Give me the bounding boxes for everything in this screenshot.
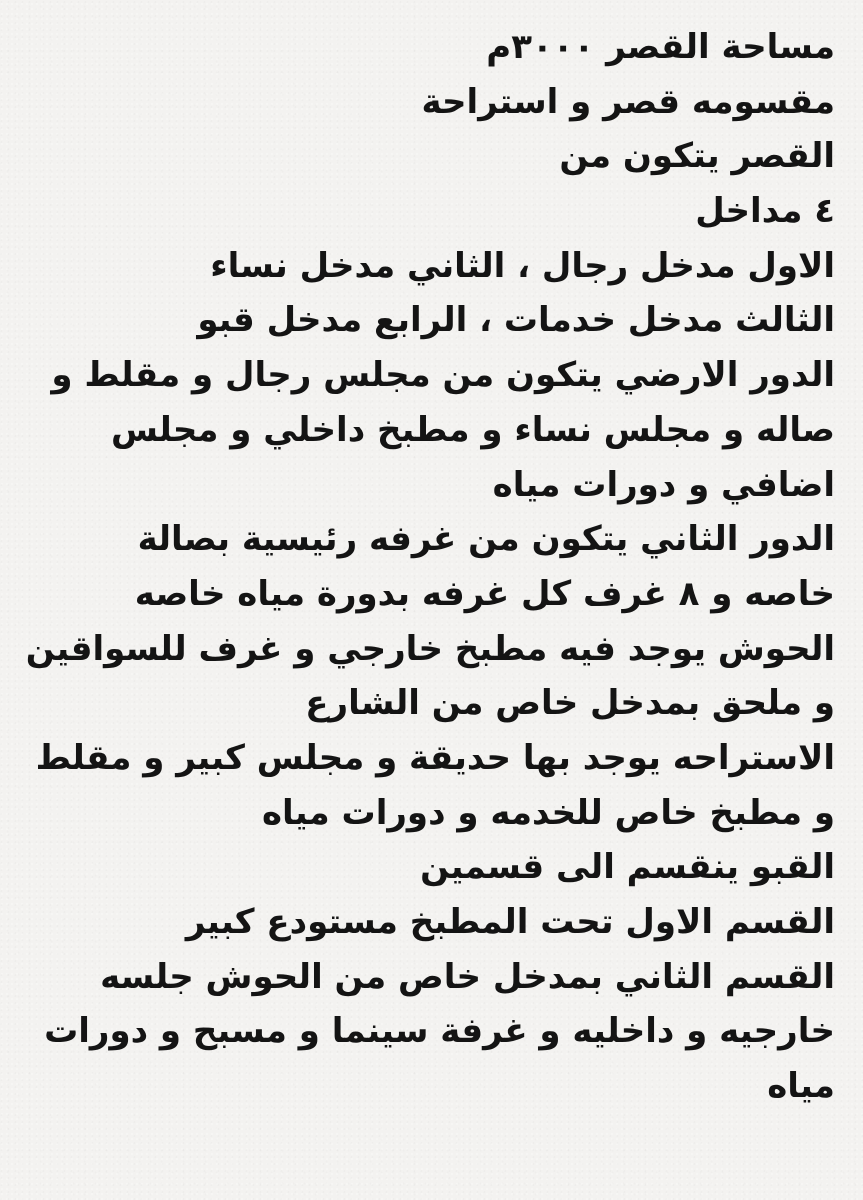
note-line: القسم الاول تحت المطبخ مستودع كبير bbox=[185, 902, 835, 942]
note-line: الثالث مدخل خدمات ، الرابع مدخل قبو bbox=[197, 300, 835, 341]
note-line: الدور الثاني يتكون من غرفه رئيسية بصالة bbox=[137, 519, 835, 560]
note-line: مساحة القصر ٣٠٠٠م bbox=[486, 27, 835, 67]
note-line: خارجيه و داخليه و غرفة سينما و مسبح و دورات bbox=[44, 1011, 835, 1052]
note-line: اضافي و دورات مياه bbox=[492, 464, 835, 505]
note-line: صاله و مجلس نساء و مطبخ داخلي و مجلس bbox=[110, 409, 835, 450]
note-line: الدور الارضي يتكون من مجلس رجال و مقلط و bbox=[51, 355, 835, 396]
note-line: الاستراحه يوجد بها حديقة و مجلس كبير و مقلط bbox=[35, 737, 835, 778]
note-line: مقسومه قصر و استراحة bbox=[421, 81, 835, 122]
note-text bbox=[25, 20, 835, 1114]
note-line: القصر يتكون من bbox=[559, 136, 835, 177]
note-line: القبو ينقسم الى قسمين bbox=[420, 847, 835, 888]
note-line: القسم الثاني بمدخل خاص من الحوش جلسه bbox=[100, 956, 835, 997]
note-line: الاول مدخل رجال ، الثاني مدخل نساء bbox=[210, 245, 835, 286]
note-line: الحوش يوجد فيه مطبخ خارجي و غرف للسواقين bbox=[25, 628, 835, 669]
note-line: خاصه و ٨ غرف كل غرفه بدورة مياه خاصه bbox=[134, 573, 835, 614]
note-line: و مطبخ خاص للخدمه و دورات مياه bbox=[261, 792, 835, 833]
note-line: مياه bbox=[767, 1066, 835, 1107]
note-line: ٤ مداخل bbox=[695, 191, 835, 232]
note-line: و ملحق بمدخل خاص من الشارع bbox=[305, 683, 835, 724]
